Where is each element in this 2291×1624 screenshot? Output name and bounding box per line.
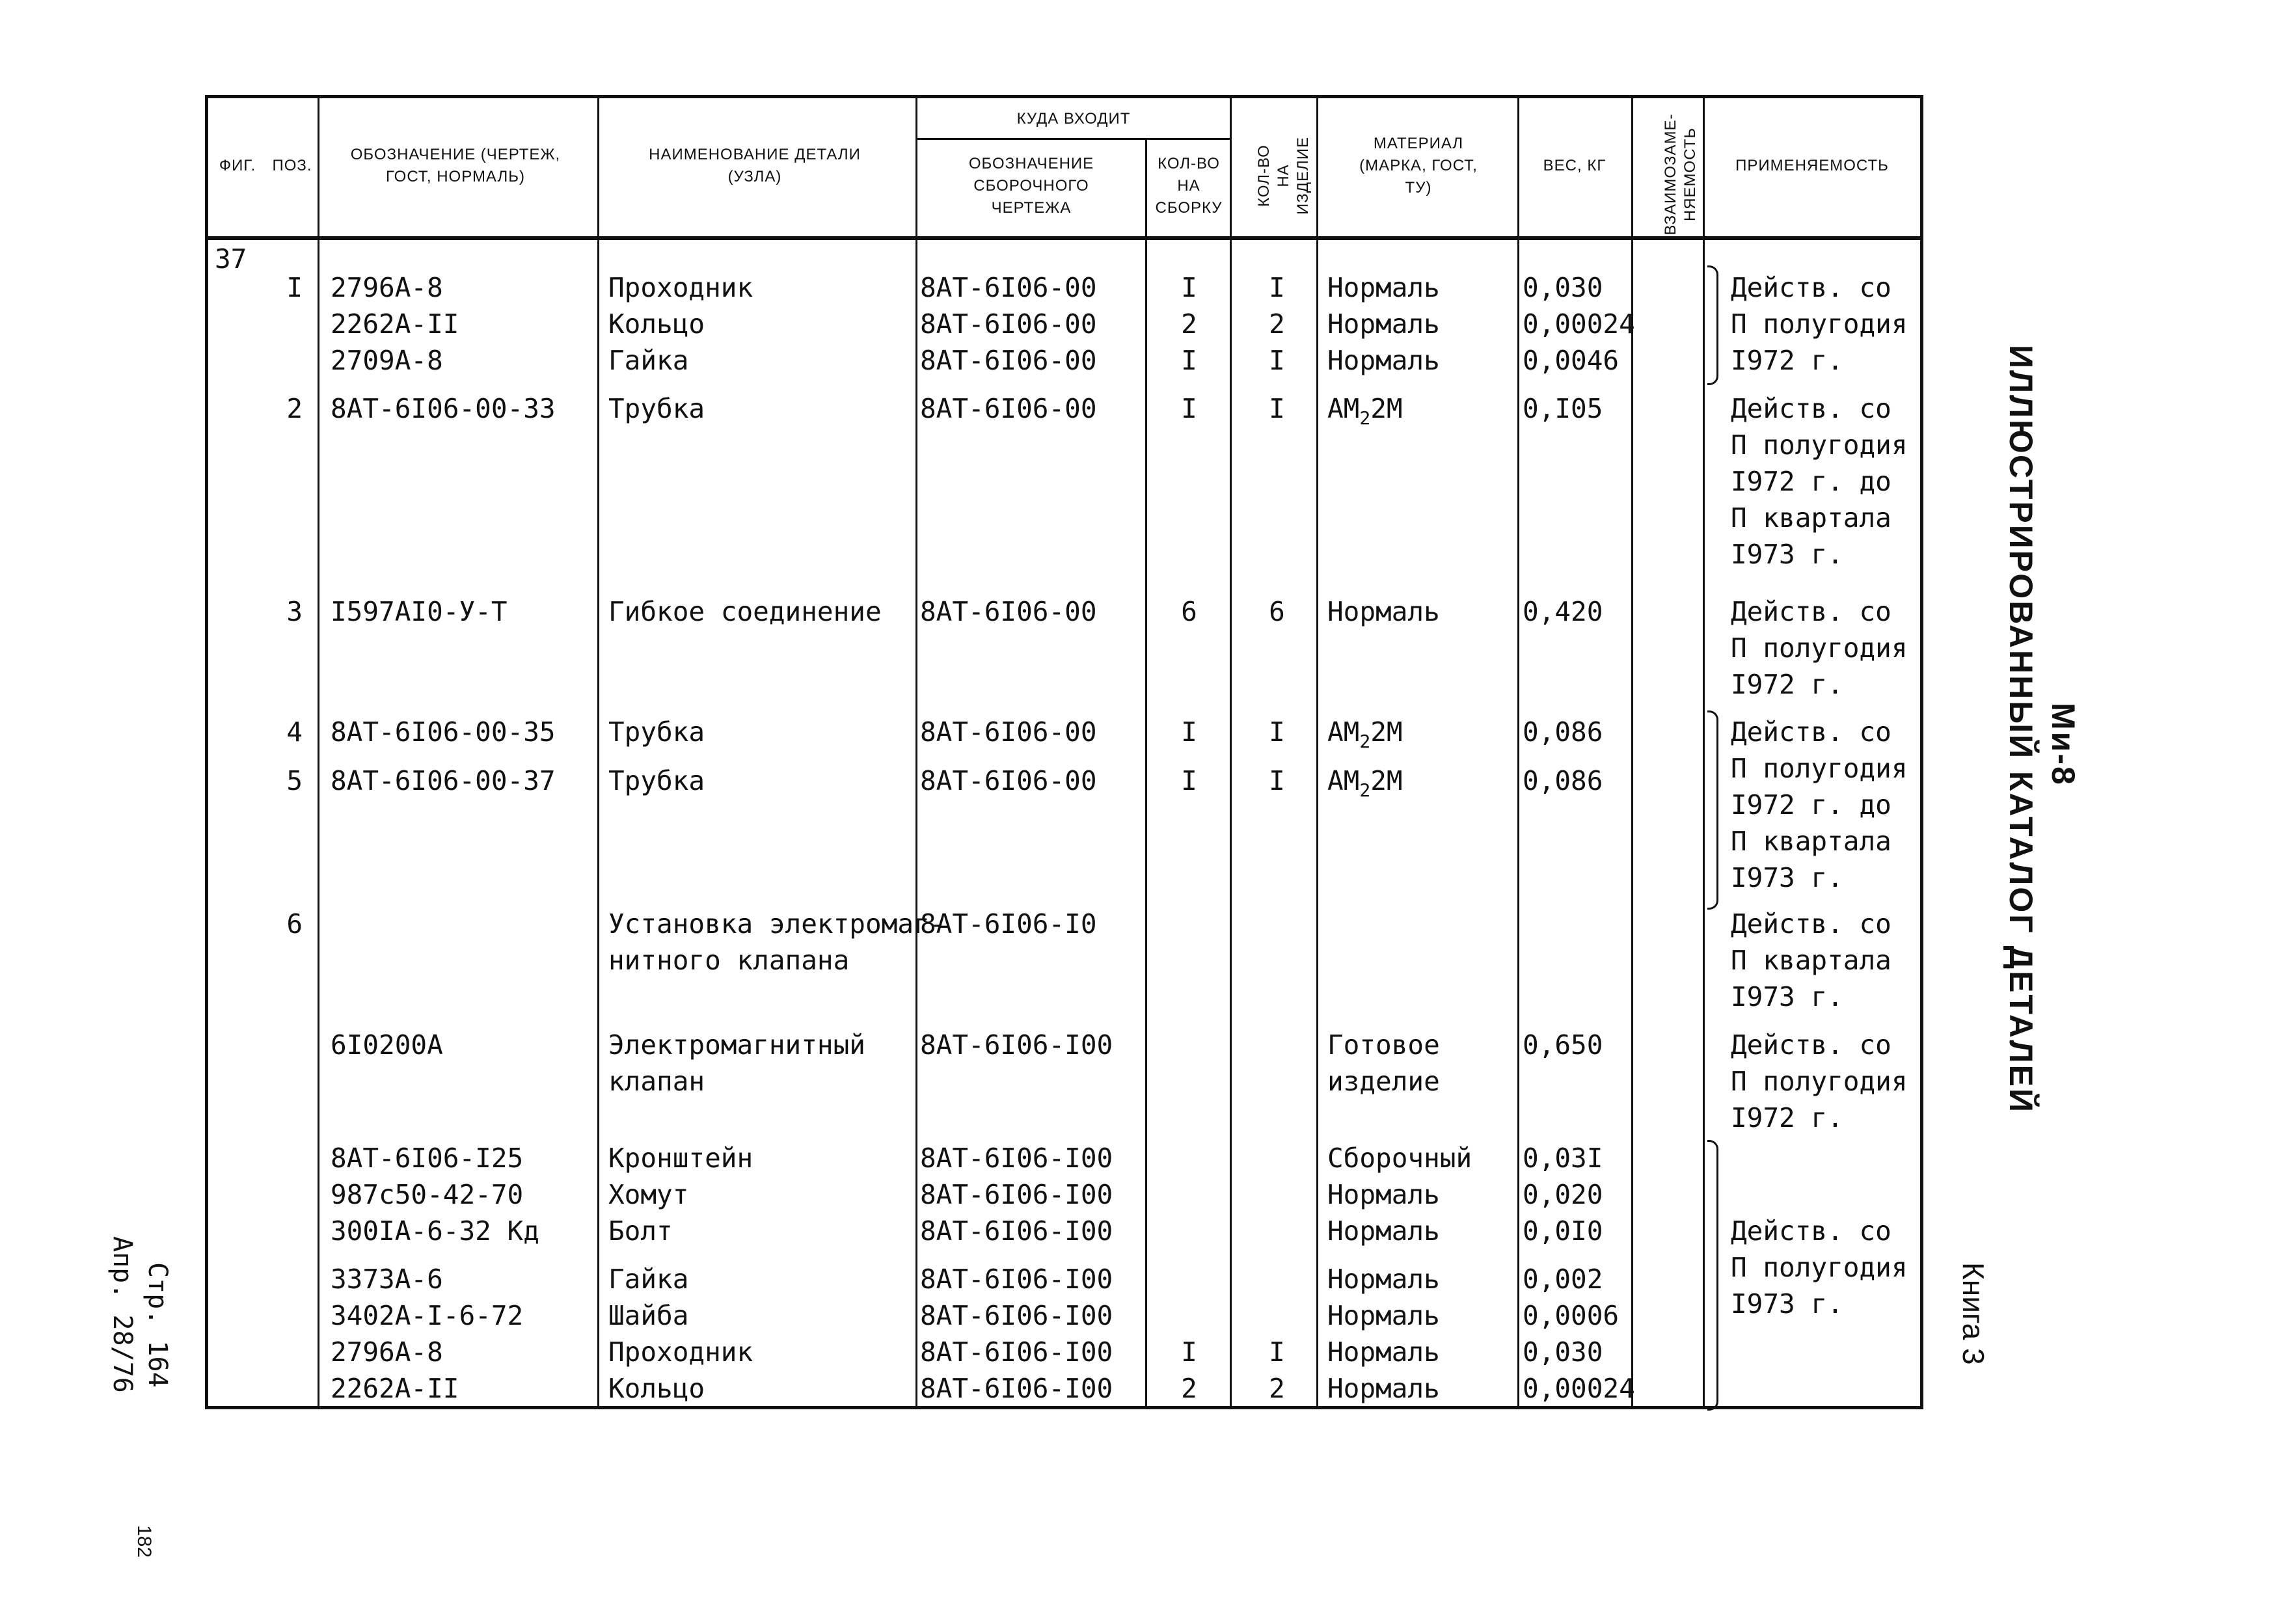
applicability-line: П полугодия bbox=[1731, 632, 1908, 664]
row-qty-assembly: I bbox=[1181, 393, 1197, 424]
applicability-line: I973 г. bbox=[1731, 539, 1843, 570]
row-qty-product: 2 bbox=[1269, 308, 1285, 340]
applicability-line: П полугодия bbox=[1731, 753, 1908, 784]
alloy-prefix: АМ bbox=[1327, 393, 1360, 424]
row-designation: 3373А-6 bbox=[331, 1264, 443, 1295]
row-assembly-drawing: 8АТ-6I06-00 bbox=[920, 596, 1097, 627]
applicability-line: I973 г. bbox=[1731, 981, 1843, 1012]
row-material: Нормаль bbox=[1327, 1336, 1440, 1368]
row-material-line2: изделие bbox=[1327, 1066, 1440, 1097]
row-material-alloy bbox=[1327, 714, 1403, 750]
row-qty-product: I bbox=[1269, 1336, 1285, 1368]
alloy-subscript: 2 bbox=[1359, 731, 1371, 752]
row-assembly-drawing: 8АТ-6I06-00 bbox=[920, 272, 1097, 303]
row-material: Нормаль bbox=[1327, 1373, 1440, 1404]
col-sep-name bbox=[915, 95, 917, 1409]
row-material: Нормаль bbox=[1327, 272, 1440, 303]
row-assembly-drawing: 8АТ-6I06-00 bbox=[920, 765, 1097, 796]
applicability-line: П квартала bbox=[1731, 826, 1891, 857]
row-assembly-drawing: 8АТ-6I06-I00 bbox=[920, 1300, 1113, 1331]
row-qty-assembly: I bbox=[1181, 1336, 1197, 1368]
row-material-line1: Готовое bbox=[1327, 1029, 1440, 1061]
row-designation: 2709А-8 bbox=[331, 345, 443, 376]
row-name: Проходник bbox=[608, 1336, 753, 1368]
applicability-line: П полугодия bbox=[1731, 1252, 1908, 1283]
row-name: Трубка bbox=[608, 393, 705, 424]
table-top-border bbox=[205, 95, 1923, 98]
alloy-prefix: АМ bbox=[1327, 716, 1360, 748]
row-assembly-drawing: 8АТ-6I06-I00 bbox=[920, 1373, 1113, 1404]
alloy-subscript: 2 bbox=[1359, 779, 1371, 801]
row-qty-product: 2 bbox=[1269, 1373, 1285, 1404]
row-weight: 0,I05 bbox=[1523, 393, 1603, 424]
row-assembly-drawing: 8АТ-6I06-I00 bbox=[920, 1215, 1113, 1247]
row-designation: 300IА-6-32 Кд bbox=[331, 1215, 539, 1247]
applicability-line: Действ. со bbox=[1731, 272, 1891, 303]
row-weight: 0,002 bbox=[1523, 1264, 1603, 1295]
row-designation: 2796А-8 bbox=[331, 272, 443, 303]
applicability-line: I973 г. bbox=[1731, 862, 1843, 893]
row-material-alloy bbox=[1327, 763, 1403, 799]
side-catalog-title: ИЛЛЮСТРИРОВАННЫЙ КАТАЛОГ ДЕТАЛЕЙ bbox=[2003, 345, 2039, 1114]
row-assembly-drawing: 8АТ-6I06-I00 bbox=[920, 1029, 1113, 1061]
applicability-line: П полугодия bbox=[1731, 429, 1908, 461]
row-weight: 0,00024 bbox=[1523, 1373, 1635, 1404]
row-name-line1: Установка электромаг- bbox=[608, 908, 946, 940]
row-position: 2 bbox=[286, 393, 303, 424]
row-assembly-drawing: 8АТ-6I06-I00 bbox=[920, 1179, 1113, 1210]
row-assembly-drawing: 8АТ-6I06-00 bbox=[920, 345, 1097, 376]
applicability-line: Действ. со bbox=[1731, 393, 1891, 424]
row-name: Кольцо bbox=[608, 1373, 705, 1404]
row-weight: 0,086 bbox=[1523, 765, 1603, 796]
row-designation: 8АТ-6I06-00-33 bbox=[331, 393, 556, 424]
applicability-line: П полугодия bbox=[1731, 1066, 1908, 1097]
row-weight: 0,650 bbox=[1523, 1029, 1603, 1061]
row-qty-assembly: 6 bbox=[1181, 596, 1197, 627]
row-weight: 0,03I bbox=[1523, 1143, 1603, 1174]
row-material: Нормаль bbox=[1327, 1300, 1440, 1331]
row-name: Проходник bbox=[608, 272, 753, 303]
row-name: Кольцо bbox=[608, 308, 705, 340]
col-sep-pos bbox=[318, 95, 319, 1409]
row-qty-assembly: 2 bbox=[1181, 308, 1197, 340]
row-designation: 8АТ-6I06-00-37 bbox=[331, 765, 556, 796]
row-material-alloy bbox=[1327, 390, 1403, 427]
row-weight: 0,0I0 bbox=[1523, 1215, 1603, 1247]
applicability-line: I972 г. до bbox=[1731, 466, 1891, 497]
row-name: Кронштейн bbox=[608, 1143, 753, 1174]
header-weight: ВЕС, КГ bbox=[1543, 157, 1606, 174]
row-weight: 0,420 bbox=[1523, 596, 1603, 627]
applicability-line: Действ. со bbox=[1731, 596, 1891, 627]
brace-group-7 bbox=[1707, 1140, 1718, 1411]
row-material: Нормаль bbox=[1327, 1179, 1440, 1210]
row-weight: 0,020 bbox=[1523, 1179, 1603, 1210]
row-designation: 2262А-II bbox=[331, 1373, 459, 1404]
applicability-line: I972 г. до bbox=[1731, 789, 1891, 820]
row-position: 4 bbox=[286, 716, 303, 748]
header-material: МАТЕРИАЛ (МАРКА, ГОСТ, ТУ) bbox=[1359, 135, 1478, 196]
row-designation: 8АТ-6I06-00-35 bbox=[331, 716, 556, 748]
applicability-line: I973 г. bbox=[1731, 1288, 1843, 1320]
row-designation: 8АТ-6I06-I25 bbox=[331, 1143, 524, 1174]
row-weight: 0,086 bbox=[1523, 716, 1603, 748]
row-designation: I597АI0-У-Т bbox=[331, 596, 508, 627]
applicability-line: I972 г. bbox=[1731, 345, 1843, 376]
row-qty-product: I bbox=[1269, 345, 1285, 376]
header-fig: ФИГ. bbox=[219, 157, 256, 174]
col-sep-assembly bbox=[1145, 139, 1147, 1409]
row-material: Сборочный bbox=[1327, 1143, 1472, 1174]
row-name-line2: клапан bbox=[608, 1066, 705, 1097]
col-sep-designation bbox=[597, 95, 599, 1409]
applicability-line: П полугодия bbox=[1731, 308, 1908, 340]
row-material: Нормаль bbox=[1327, 596, 1440, 627]
row-qty-assembly: I bbox=[1181, 345, 1197, 376]
row-qty-product: I bbox=[1269, 272, 1285, 303]
row-designation: 6I0200А bbox=[331, 1029, 443, 1061]
applicability-line: Действ. со bbox=[1731, 908, 1891, 940]
row-qty-assembly: I bbox=[1181, 272, 1197, 303]
col-sep-qty-asm bbox=[1230, 95, 1232, 1409]
row-assembly-drawing: 8АТ-6I06-I00 bbox=[920, 1264, 1113, 1295]
row-name: Гайка bbox=[608, 1264, 689, 1295]
alloy-suffix: 2М bbox=[1370, 716, 1403, 748]
row-qty-assembly: 2 bbox=[1181, 1373, 1197, 1404]
side-book: Книга 3 bbox=[1957, 1262, 1990, 1365]
row-name-line1: Электромагнитный bbox=[608, 1029, 865, 1061]
table-right-border bbox=[1920, 95, 1923, 1409]
row-qty-product: I bbox=[1269, 393, 1285, 424]
header-applicability: ПРИМЕНЯЕМОСТЬ bbox=[1735, 157, 1889, 174]
row-weight: 0,030 bbox=[1523, 272, 1603, 303]
applicability-line: I972 г. bbox=[1731, 669, 1843, 700]
row-qty-assembly: I bbox=[1181, 716, 1197, 748]
row-name: Хомут bbox=[608, 1179, 689, 1210]
header-where-used: КУДА ВХОДИТ bbox=[1016, 109, 1131, 128]
header-qty-assembly: КОЛ-ВО НА СБОРКУ bbox=[1155, 154, 1223, 217]
row-position: 3 bbox=[286, 596, 303, 627]
row-assembly-drawing: 8АТ-6I06-00 bbox=[920, 393, 1097, 424]
row-name: Трубка bbox=[608, 716, 705, 748]
row-qty-product: I bbox=[1269, 716, 1285, 748]
col-sep-qty-prod bbox=[1316, 95, 1318, 1409]
row-assembly-drawing: 8АТ-6I06-I00 bbox=[920, 1143, 1113, 1174]
row-weight: 0,0006 bbox=[1523, 1300, 1620, 1331]
col-sep-interchange bbox=[1703, 95, 1705, 1409]
alloy-suffix: 2М bbox=[1370, 393, 1403, 424]
row-name: Гайка bbox=[608, 345, 689, 376]
header-qty-product: КОЛ-ВО НА ИЗДЕЛИЕ bbox=[1255, 137, 1312, 215]
applicability-line: Действ. со bbox=[1731, 716, 1891, 748]
row-qty-assembly: I bbox=[1181, 765, 1197, 796]
figure-number: 37 bbox=[215, 243, 247, 275]
applicability-line: Действ. со bbox=[1731, 1215, 1891, 1247]
side-model: Ми-8 bbox=[2045, 703, 2081, 787]
applicability-line: П квартала bbox=[1731, 502, 1891, 534]
header-assembly-drawing: ОБОЗНАЧЕНИЕ СБОРОЧНОГО ЧЕРТЕЖА bbox=[968, 154, 1094, 217]
row-designation: 2262А-II bbox=[331, 308, 459, 340]
col-sep-weight bbox=[1631, 95, 1633, 1409]
row-qty-product: 6 bbox=[1269, 596, 1285, 627]
row-designation: 3402А-I-6-72 bbox=[331, 1300, 524, 1331]
row-designation: 2796А-8 bbox=[331, 1336, 443, 1368]
applicability-line: П квартала bbox=[1731, 945, 1891, 976]
row-material: Нормаль bbox=[1327, 1215, 1440, 1247]
row-position: I bbox=[286, 272, 303, 303]
col-sep-material bbox=[1517, 95, 1519, 1409]
brace-group-1 bbox=[1707, 265, 1718, 385]
row-assembly-drawing: 8АТ-6I06-I0 bbox=[920, 908, 1097, 940]
where-used-divider bbox=[915, 138, 1232, 140]
row-name: Шайба bbox=[608, 1300, 689, 1331]
row-weight: 0,0046 bbox=[1523, 345, 1620, 376]
row-weight: 0,030 bbox=[1523, 1336, 1603, 1368]
row-assembly-drawing: 8АТ-6I06-00 bbox=[920, 716, 1097, 748]
brace-group-4 bbox=[1707, 710, 1718, 910]
row-weight: 0,00024 bbox=[1523, 308, 1635, 340]
row-name: Болт bbox=[608, 1215, 673, 1247]
header-interchange: ВЗАИМОЗАМЕ-НЯЕМОСТЬ bbox=[1662, 113, 1699, 236]
header-name: НАИМЕНОВАНИЕ ДЕТАЛИ (УЗЛА) bbox=[649, 146, 861, 185]
row-name: Трубка bbox=[608, 765, 705, 796]
alloy-prefix: АМ bbox=[1327, 765, 1360, 796]
row-designation: 987с50-42-70 bbox=[331, 1179, 524, 1210]
header-pos: ПОЗ. bbox=[272, 157, 312, 174]
row-material: Нормаль bbox=[1327, 1264, 1440, 1295]
table-left-border bbox=[205, 95, 208, 1409]
row-name-line2: нитного клапана bbox=[608, 945, 850, 976]
side-page: Стр. 164 bbox=[142, 1262, 172, 1388]
row-position: 5 bbox=[286, 765, 303, 796]
row-qty-product: I bbox=[1269, 765, 1285, 796]
alloy-subscript: 2 bbox=[1359, 407, 1371, 429]
header-designation: ОБОЗНАЧЕНИЕ (ЧЕРТЕЖ, ГОСТ, НОРМАЛЬ) bbox=[350, 146, 561, 185]
row-assembly-drawing: 8АТ-6I06-I00 bbox=[920, 1336, 1113, 1368]
alloy-suffix: 2М bbox=[1370, 765, 1403, 796]
side-revision: Апр. 28/76 bbox=[107, 1236, 137, 1393]
applicability-line: I972 г. bbox=[1731, 1102, 1843, 1133]
side-sheet-number: 182 bbox=[133, 1525, 155, 1558]
row-name: Гибкое соединение bbox=[608, 596, 882, 627]
applicability-line: Действ. со bbox=[1731, 1029, 1891, 1061]
row-position: 6 bbox=[286, 908, 303, 940]
row-assembly-drawing: 8АТ-6I06-00 bbox=[920, 308, 1097, 340]
row-material: Нормаль bbox=[1327, 345, 1440, 376]
row-material: Нормаль bbox=[1327, 308, 1440, 340]
